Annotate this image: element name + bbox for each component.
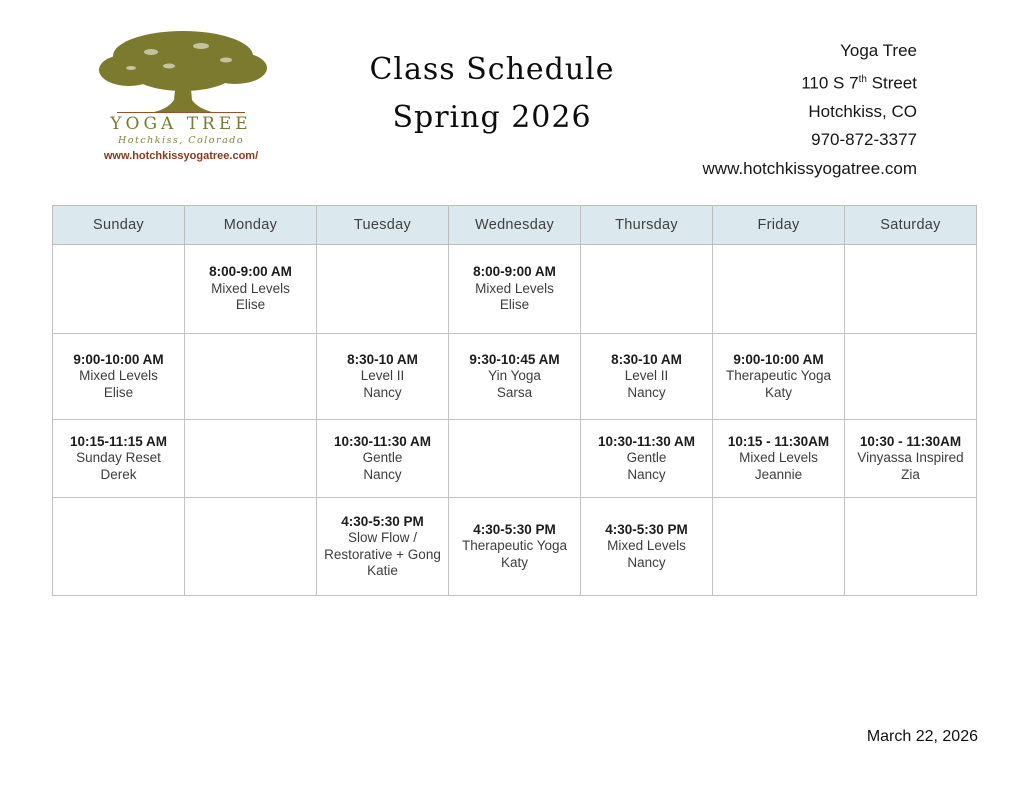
contact-name: Yoga Tree (840, 41, 917, 60)
class-time: 9:00-10:00 AM (733, 351, 824, 367)
contact-street: 110 S 7th Street (801, 73, 917, 93)
class-time: 9:00-10:00 AM (73, 351, 164, 367)
class-time: 10:30-11:30 AM (333, 433, 432, 449)
day-header-tuesday: Tuesday (317, 206, 449, 245)
title-line-1: Class Schedule (369, 52, 615, 87)
class-time: 10:15 - 11:30AM (727, 433, 830, 449)
class-class: Mixed Levels (211, 280, 290, 296)
schedule-cell (317, 334, 449, 420)
logo-brand-text: YOGA TREE (110, 114, 252, 134)
schedule-cell (185, 245, 317, 334)
schedule-cell (317, 420, 449, 498)
schedule-cell (53, 420, 185, 498)
day-header-friday: Friday (713, 206, 845, 245)
schedule-cell (317, 498, 449, 596)
schedule-cell (581, 334, 713, 420)
day-header-saturday: Saturday (845, 206, 977, 245)
class-class: Slow Flow / Restorative + Gong (324, 530, 441, 562)
class-class: Mixed Levels (607, 538, 686, 554)
class-class: Level II (624, 368, 669, 384)
class-class: Mixed Levels (475, 280, 554, 296)
schedule-cell (581, 245, 713, 334)
class-time: 4:30-5:30 PM (341, 513, 424, 529)
day-header-row (53, 206, 977, 245)
day-header-wednesday: Wednesday (449, 206, 581, 245)
class-time: 9:30-10:45 AM (469, 351, 560, 367)
class-time: 8:30-10 AM (611, 351, 682, 367)
contact-website: www.hotchkissyogatree.com (702, 158, 917, 178)
schedule-row (53, 498, 977, 596)
class-teacher: Nancy (627, 384, 666, 400)
class-teacher: Katy (500, 554, 528, 570)
schedule-cell (845, 498, 977, 596)
schedule-cell (449, 498, 581, 596)
class-teacher: Katie (367, 563, 398, 578)
schedule-cell (713, 334, 845, 420)
schedule-cell (53, 498, 185, 596)
contact-city: Hotchkiss, CO (808, 101, 917, 121)
day-header-sunday: Sunday (53, 206, 185, 245)
schedule-row (53, 420, 977, 498)
class-time: 8:30-10 AM (347, 351, 418, 367)
class-class: Gentle (362, 450, 403, 466)
class-teacher: Katy (764, 384, 792, 400)
schedule-cell (845, 245, 977, 334)
class-time: 10:30-11:30 AM (597, 433, 696, 449)
class-teacher: Nancy (363, 384, 402, 400)
class-class: Sunday Reset (76, 450, 161, 466)
class-time: 8:00-9:00 AM (473, 264, 556, 280)
schedule-cell (185, 498, 317, 596)
class-time: 10:15-11:15 AM (69, 433, 168, 449)
class-class: Mixed Levels (79, 368, 158, 384)
schedule-cell (845, 334, 977, 420)
schedule-cell (845, 420, 977, 498)
schedule-row (53, 334, 977, 420)
schedule-cell (449, 420, 581, 498)
schedule-cell (53, 245, 185, 334)
class-class: Gentle (626, 450, 667, 466)
class-time: 4:30-5:30 PM (473, 521, 556, 537)
logo-website-link: www.hotchkissyogatree.com/ (103, 150, 259, 162)
logo-divider (117, 112, 245, 113)
schedule-cell (317, 245, 449, 334)
class-time: 8:00-9:00 AM (209, 264, 292, 280)
class-teacher: Elise (235, 297, 266, 313)
class-time: 10:30 - 11:30AM (859, 433, 962, 449)
page-title (327, 52, 657, 135)
class-teacher: Derek (100, 466, 137, 482)
class-teacher: Jeannie (754, 466, 803, 482)
contact-phone: 970-872-3377 (811, 130, 917, 150)
class-teacher: Nancy (363, 466, 402, 482)
yoga-tree-logo-icon (91, 28, 271, 114)
class-class: Mixed Levels (739, 450, 818, 466)
schedule-cell (713, 498, 845, 596)
contact-info (703, 37, 917, 183)
schedule-cell (449, 245, 581, 334)
class-teacher: Sarsa (496, 384, 533, 400)
class-class: Yin Yoga (488, 368, 541, 384)
day-header-thursday: Thursday (581, 206, 713, 245)
schedule-cell (53, 334, 185, 420)
day-header-monday: Monday (185, 206, 317, 245)
class-class: Therapeutic Yoga (725, 368, 832, 384)
class-teacher: Zia (901, 466, 920, 482)
class-teacher: Nancy (627, 554, 666, 570)
class-class: Vinyassa Inspired (857, 450, 964, 466)
class-teacher: Elise (499, 297, 530, 313)
title-line-2: Spring 2026 (392, 100, 592, 135)
schedule-cell (581, 420, 713, 498)
class-time: 4:30-5:30 PM (605, 521, 688, 537)
logo-tagline: Hotchkiss, Colorado (117, 135, 245, 146)
schedule-row (53, 245, 977, 334)
schedule-table (52, 205, 977, 596)
class-teacher: Elise (103, 384, 134, 400)
footer-date: March 22, 2026 (866, 728, 978, 745)
schedule-cell (449, 334, 581, 420)
class-teacher: Nancy (627, 466, 666, 482)
logo (86, 28, 276, 162)
schedule-cell (185, 334, 317, 420)
schedule-cell (713, 245, 845, 334)
class-class: Therapeutic Yoga (461, 538, 568, 554)
schedule-cell (581, 498, 713, 596)
schedule-cell (713, 420, 845, 498)
class-class: Level II (360, 368, 405, 384)
schedule-cell (185, 420, 317, 498)
